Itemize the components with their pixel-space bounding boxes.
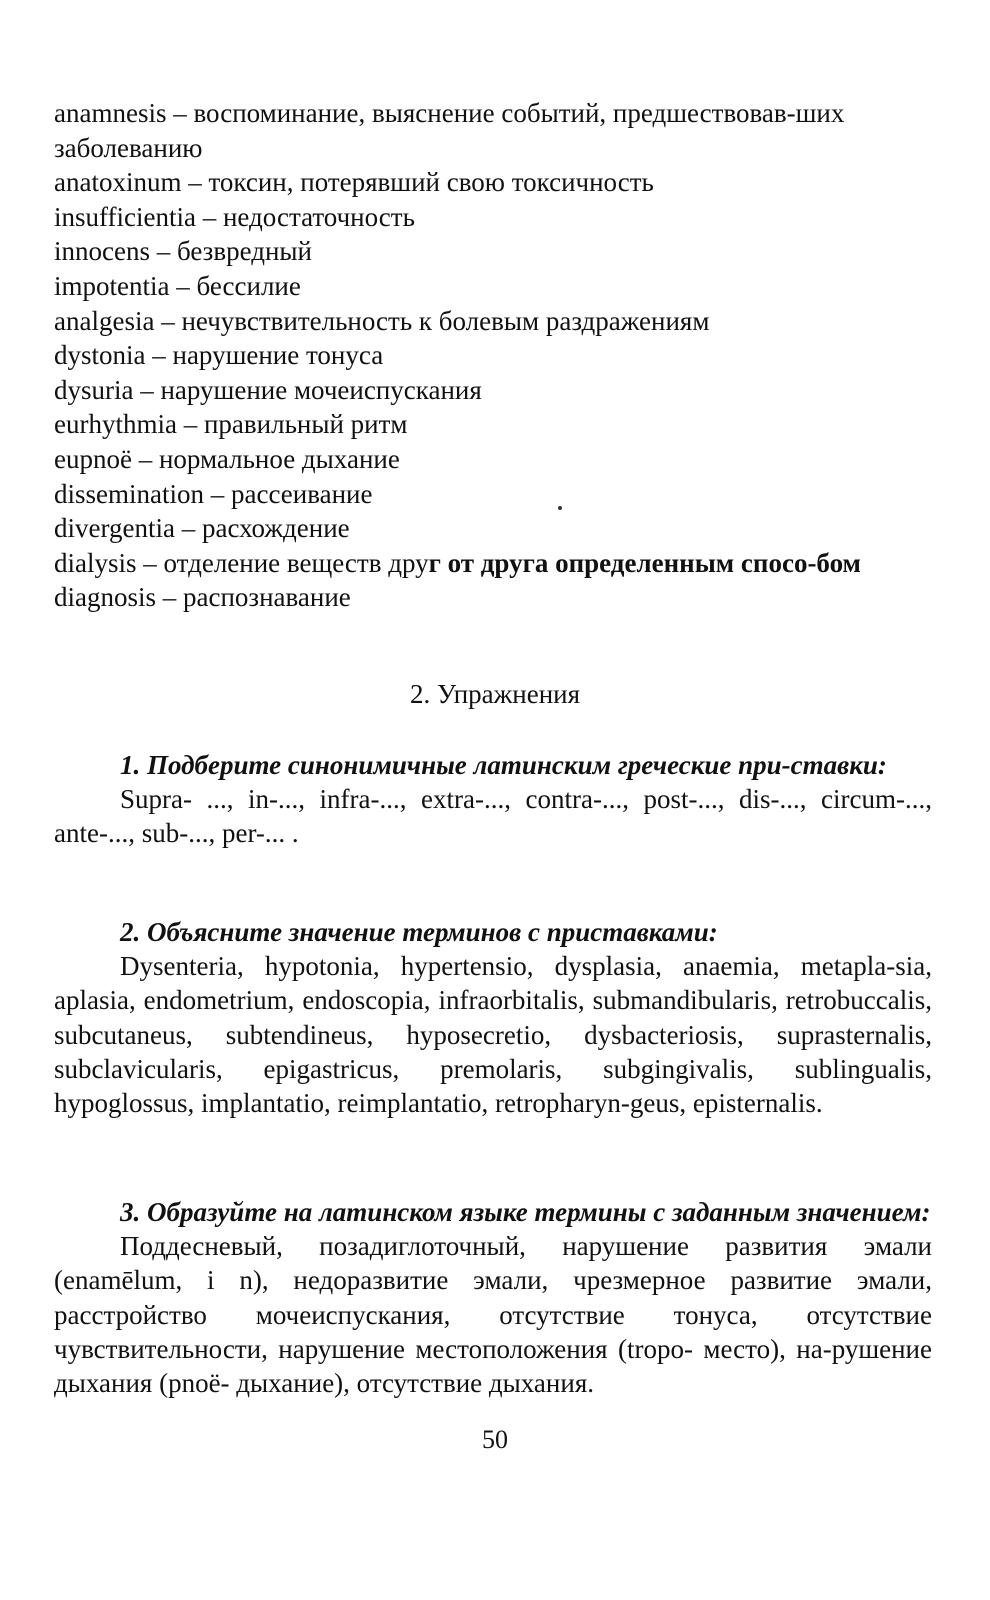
russian-definition: нарушение тонуса [172,340,384,371]
glossary-entry: dissemination – рассеивание [54,478,373,509]
russian-definition: бессилие [196,270,301,301]
glossary-entry: anatoxinum – токсин, потерявший свою токсичность [54,167,654,198]
latin-term: eupnoë [54,443,132,474]
latin-term: dissemination [54,478,204,509]
glossary-entry: eupnoë – нормальное дыхание [54,443,400,474]
latin-term: dysuria [54,374,134,405]
russian-definition: токсин, потерявший свою токсичность [208,167,654,198]
glossary-entry: eurhythmia – правильный ритм [54,409,408,440]
glossary-entry: innocens – безвредный [54,236,312,267]
latin-term: diagnosis [54,582,157,613]
section-heading: 2. Упражнения [409,679,581,709]
glossary-entry: diagnosis – распознавание [54,582,351,613]
latin-term: dialysis [54,547,137,578]
russian-definition: рассеивание [231,478,373,509]
exercise-body: Dysenteria, hypotonia, hypertensio, dysplasia, anaemia, metapla-sia, aplasia, endometrium, endoscopia, infraorbitalis, submandibularis, retrobuccalis, subcutaneus, subtendineus, hyposecretio, dysbacteriosis, suprasternalis, subclavicularis, epigastricus, premolaris, subgingivalis, sublingualis, hypoglossus, implantatio, reimplantatio, retropharyn-geus, episternalis. [54,951,932,1119]
latin-term: divergentia [54,513,175,544]
glossary-entry: impotentia – бессилие [54,270,301,301]
russian-definition: распознавание [183,582,351,613]
latin-term: analgesia [54,305,155,336]
latin-term: eurhythmia [54,409,177,440]
glossary-entry: insufficientia – недостаточность [54,201,415,232]
glossary-entry: dialysis – отделение веществ друг от друга определенным спосо-бом [54,547,861,578]
latin-term: anatoxinum [54,167,182,198]
page-number: 50 [482,1425,508,1454]
russian-definition: нормальное дыхание [158,443,400,474]
russian-definition-bold: г от друга определенным спосо-бом [428,547,861,578]
latin-term: anamnesis [54,98,167,128]
russian-definition: безвредный [176,236,312,267]
exercise-1 [54,748,932,851]
russian-definition: воспоминание, выяснение событий, предшествовав-ших заболеванию [54,98,845,163]
latin-term: dystonia [54,340,146,371]
exercise-title: 1. Подберите синонимичные латинским греческие при-ставки: [120,750,887,780]
exercise-body: Supra- ..., in-..., infra-..., extra-..., contra-..., post-..., dis-..., circum-..., ante-..., sub-..., per-... . [54,784,932,849]
russian-definition: недостаточность [222,201,415,232]
russian-definition: нарушение мочеиспускания [160,374,482,405]
glossary-entry: analgesia – нечувствительность к болевым раздражениям [54,305,710,336]
russian-definition: нечувствительность к болевым раздражениям [181,305,710,336]
glossary-entry: divergentia – расхождение [54,513,350,544]
stray-dot [558,506,562,510]
russian-definition: расхождение [201,513,350,544]
latin-term: innocens [54,236,150,267]
exercise-2 [54,915,932,1120]
glossary-entry: dystonia – нарушение тонуса [54,340,384,371]
latin-term: impotentia [54,270,170,301]
exercise-title: 3. Образуйте на латинском языке термины с заданным значением: [120,1197,931,1227]
latin-term: insufficientia [54,201,196,232]
glossary-entry: anamnesis – воспоминание, выяснение событий, предшествовав-ших заболеванию [54,98,845,163]
exercise-3 [54,1195,932,1400]
glossary-list [54,96,934,615]
russian-definition: правильный ритм [203,409,408,440]
exercise-body: Поддесневый, позадиглоточный, нарушение развития эмали (enamēlum, i n), недоразвитие эмали, чрезмерное развитие эмали, расстройство мочеиспускания, отсутствие тонуса, отсутствие чувствительности, нарушение местоположения (tropo- место), на-рушение дыхания (pnoë- дыхание), отсутствие дыхания. [54,1231,932,1399]
glossary-entry: dysuria – нарушение мочеиспускания [54,374,482,405]
exercise-title: 2. Объясните значение терминов с приставками: [120,917,718,947]
russian-definition: отделение веществ дру [163,547,429,578]
